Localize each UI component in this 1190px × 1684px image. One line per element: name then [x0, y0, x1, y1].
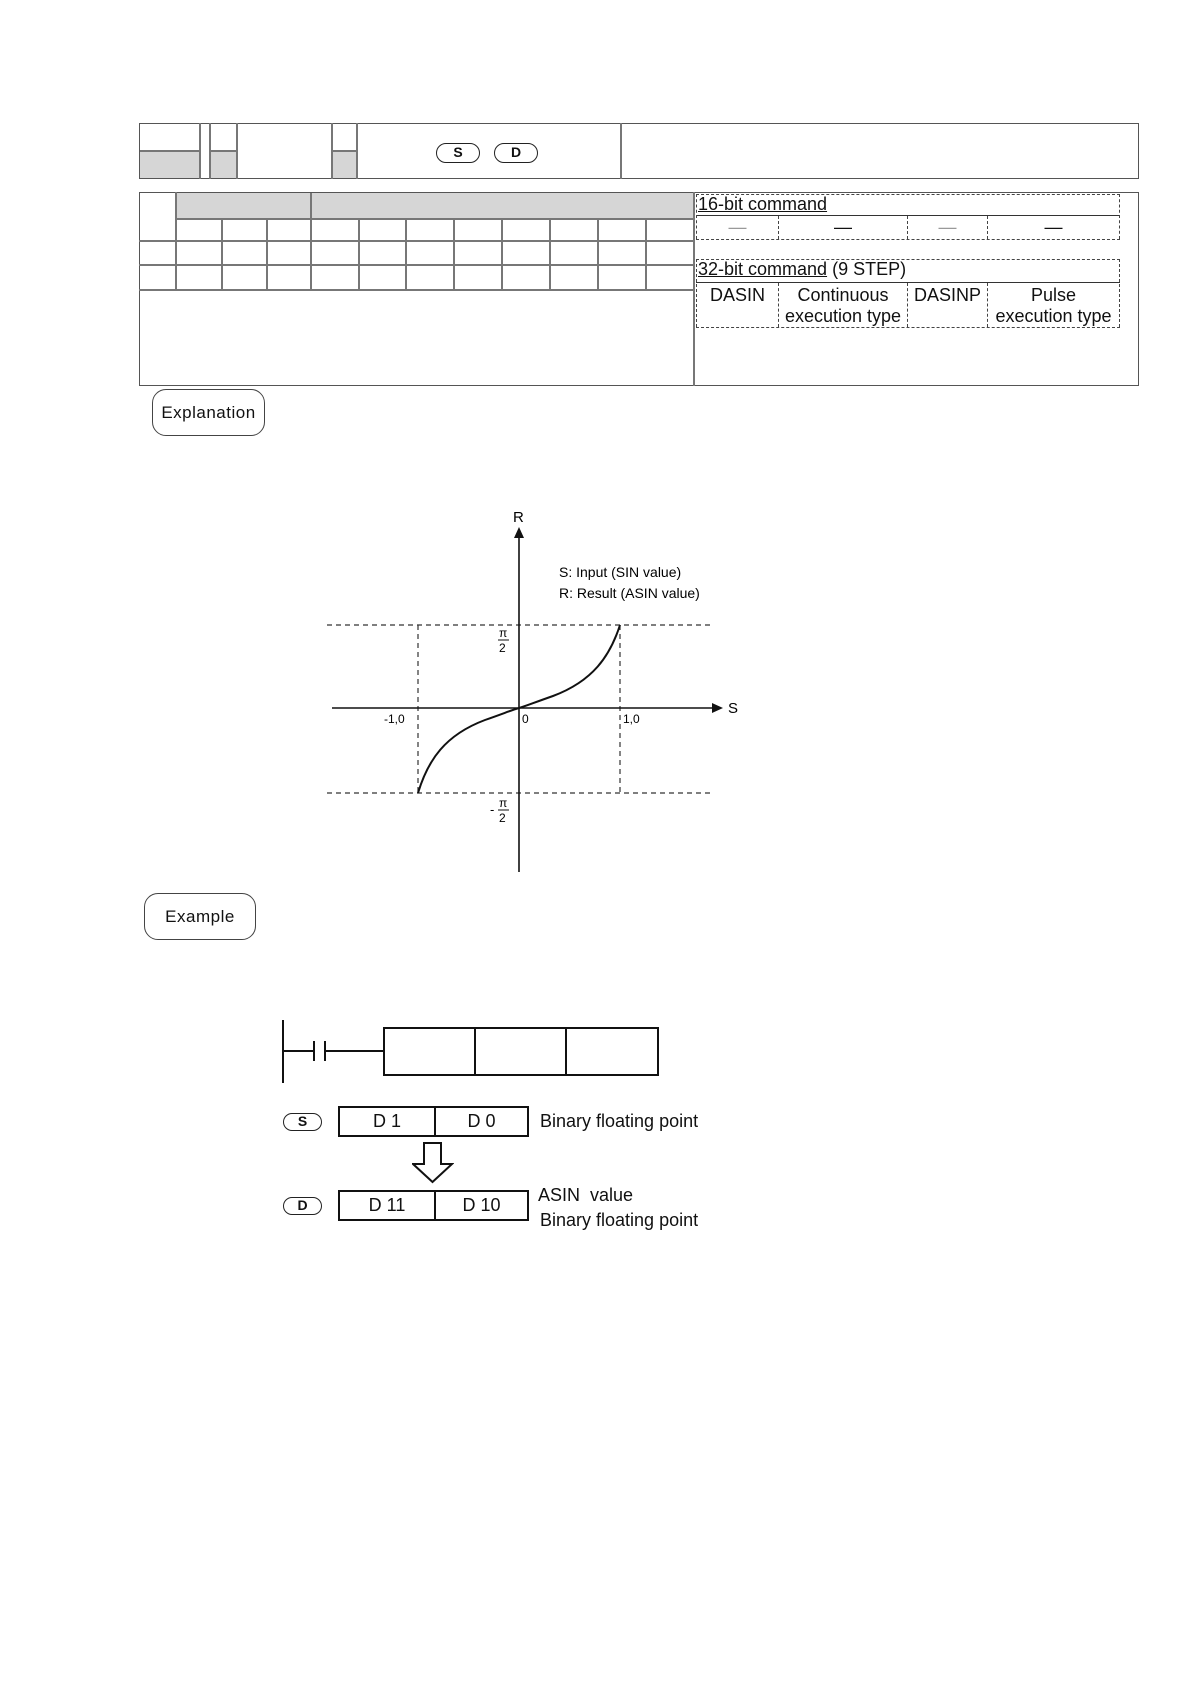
cmd32-pulse-label-2: execution type [995, 306, 1112, 326]
x-axis-label: S [728, 700, 739, 717]
cmd32-continuous-label-1: Continuous [797, 285, 889, 305]
cmd32-title-row [698, 259, 906, 280]
s-register-box [338, 1106, 529, 1137]
cmd32-pulse-label-1: Pulse [1030, 285, 1077, 305]
cmd16-cell-1: — [728, 217, 747, 237]
d-register-low: D 10 [462, 1195, 501, 1215]
cmd32-step: (9 STEP) [832, 259, 907, 279]
cmd-dashed-line [696, 194, 1120, 195]
header-small-cell-shade [211, 151, 236, 178]
legend-s: S: Input (SIN value) [559, 564, 682, 580]
header-divider [620, 123, 622, 179]
table-divider [175, 218, 693, 220]
table-divider [645, 218, 647, 289]
d-register-box [338, 1190, 529, 1221]
header-divider [236, 123, 238, 179]
header-divider [333, 150, 356, 152]
table-divider [266, 218, 268, 289]
down-arrow-icon [412, 1142, 454, 1184]
s-register-low: D 0 [467, 1111, 496, 1131]
y-axis-label: R [513, 510, 524, 526]
cmd-dashed-line [1119, 194, 1120, 239]
y-axis-arrow-icon [514, 527, 524, 538]
cmd32-title: 32-bit command [698, 259, 828, 279]
header-divider [140, 150, 199, 152]
header-bar [139, 123, 1139, 179]
example-d-badge: D [283, 1197, 322, 1215]
x-axis-arrow-icon [712, 703, 723, 713]
s-register-high: D 1 [372, 1111, 401, 1131]
table-divider [597, 218, 599, 289]
pi-half-top-pi: π [499, 626, 508, 640]
instruction-box [384, 1028, 658, 1075]
table-divider [453, 218, 455, 289]
cmd16-title: 16-bit command [698, 194, 828, 214]
table-divider [358, 218, 360, 289]
table-divider [310, 193, 312, 218]
pi-half-bottom-two: 2 [499, 811, 506, 825]
cmd16-cell-3: — [938, 217, 957, 237]
table-divider [310, 218, 312, 289]
header-divider [211, 150, 236, 152]
d-desc-2: Binary floating point [540, 1210, 699, 1230]
header-divider [356, 123, 358, 179]
s-desc: Binary floating point [540, 1111, 699, 1131]
table-divider [139, 289, 693, 291]
cmd32-pulse-name: DASINP [913, 285, 982, 305]
ladder-diagram [275, 1015, 675, 1085]
explanation-tab[interactable]: Explanation [152, 389, 265, 436]
table-divider [501, 218, 503, 289]
cmd16-cell-4: — [1044, 217, 1063, 237]
cmd32-continuous-name: DASIN [709, 285, 765, 305]
d-register-high: D 11 [368, 1195, 406, 1215]
cmd16-cell-2: — [834, 217, 852, 237]
table-divider [221, 218, 223, 289]
example-s-badge: S [283, 1113, 322, 1131]
header-api-cell-shade [140, 150, 199, 178]
cmd-dashed-line [696, 327, 1120, 328]
header-divider [199, 123, 201, 179]
cmd32-continuous-label-2: execution type [784, 306, 902, 326]
example-tab[interactable]: Example [144, 893, 256, 940]
cmd-solid-line [696, 282, 1120, 283]
cmd-dashed-line [696, 239, 1120, 240]
pi-half-bottom-pi: π [499, 796, 508, 810]
legend-r: R: Result (ASIN value) [559, 585, 700, 601]
cmd-solid-line [696, 215, 1120, 216]
operand-table-head-shade [176, 193, 693, 218]
cmd-dashed-line [1119, 259, 1120, 327]
table-divider [405, 218, 407, 289]
asin-graph [300, 510, 760, 880]
origin-label: 0 [522, 712, 529, 726]
header-small-cell-shade [333, 151, 356, 178]
x-max-label: 1,0 [623, 712, 640, 726]
x-min-label: -1,0 [384, 712, 405, 726]
operand-s-badge: S [436, 143, 480, 163]
d-desc-1: ASIN value [538, 1185, 634, 1205]
pi-half-top-two: 2 [499, 641, 506, 655]
table-divider [693, 192, 695, 386]
operand-d-badge: D [494, 143, 538, 163]
table-divider [549, 218, 551, 289]
pi-half-bottom-sign: - [490, 802, 495, 817]
